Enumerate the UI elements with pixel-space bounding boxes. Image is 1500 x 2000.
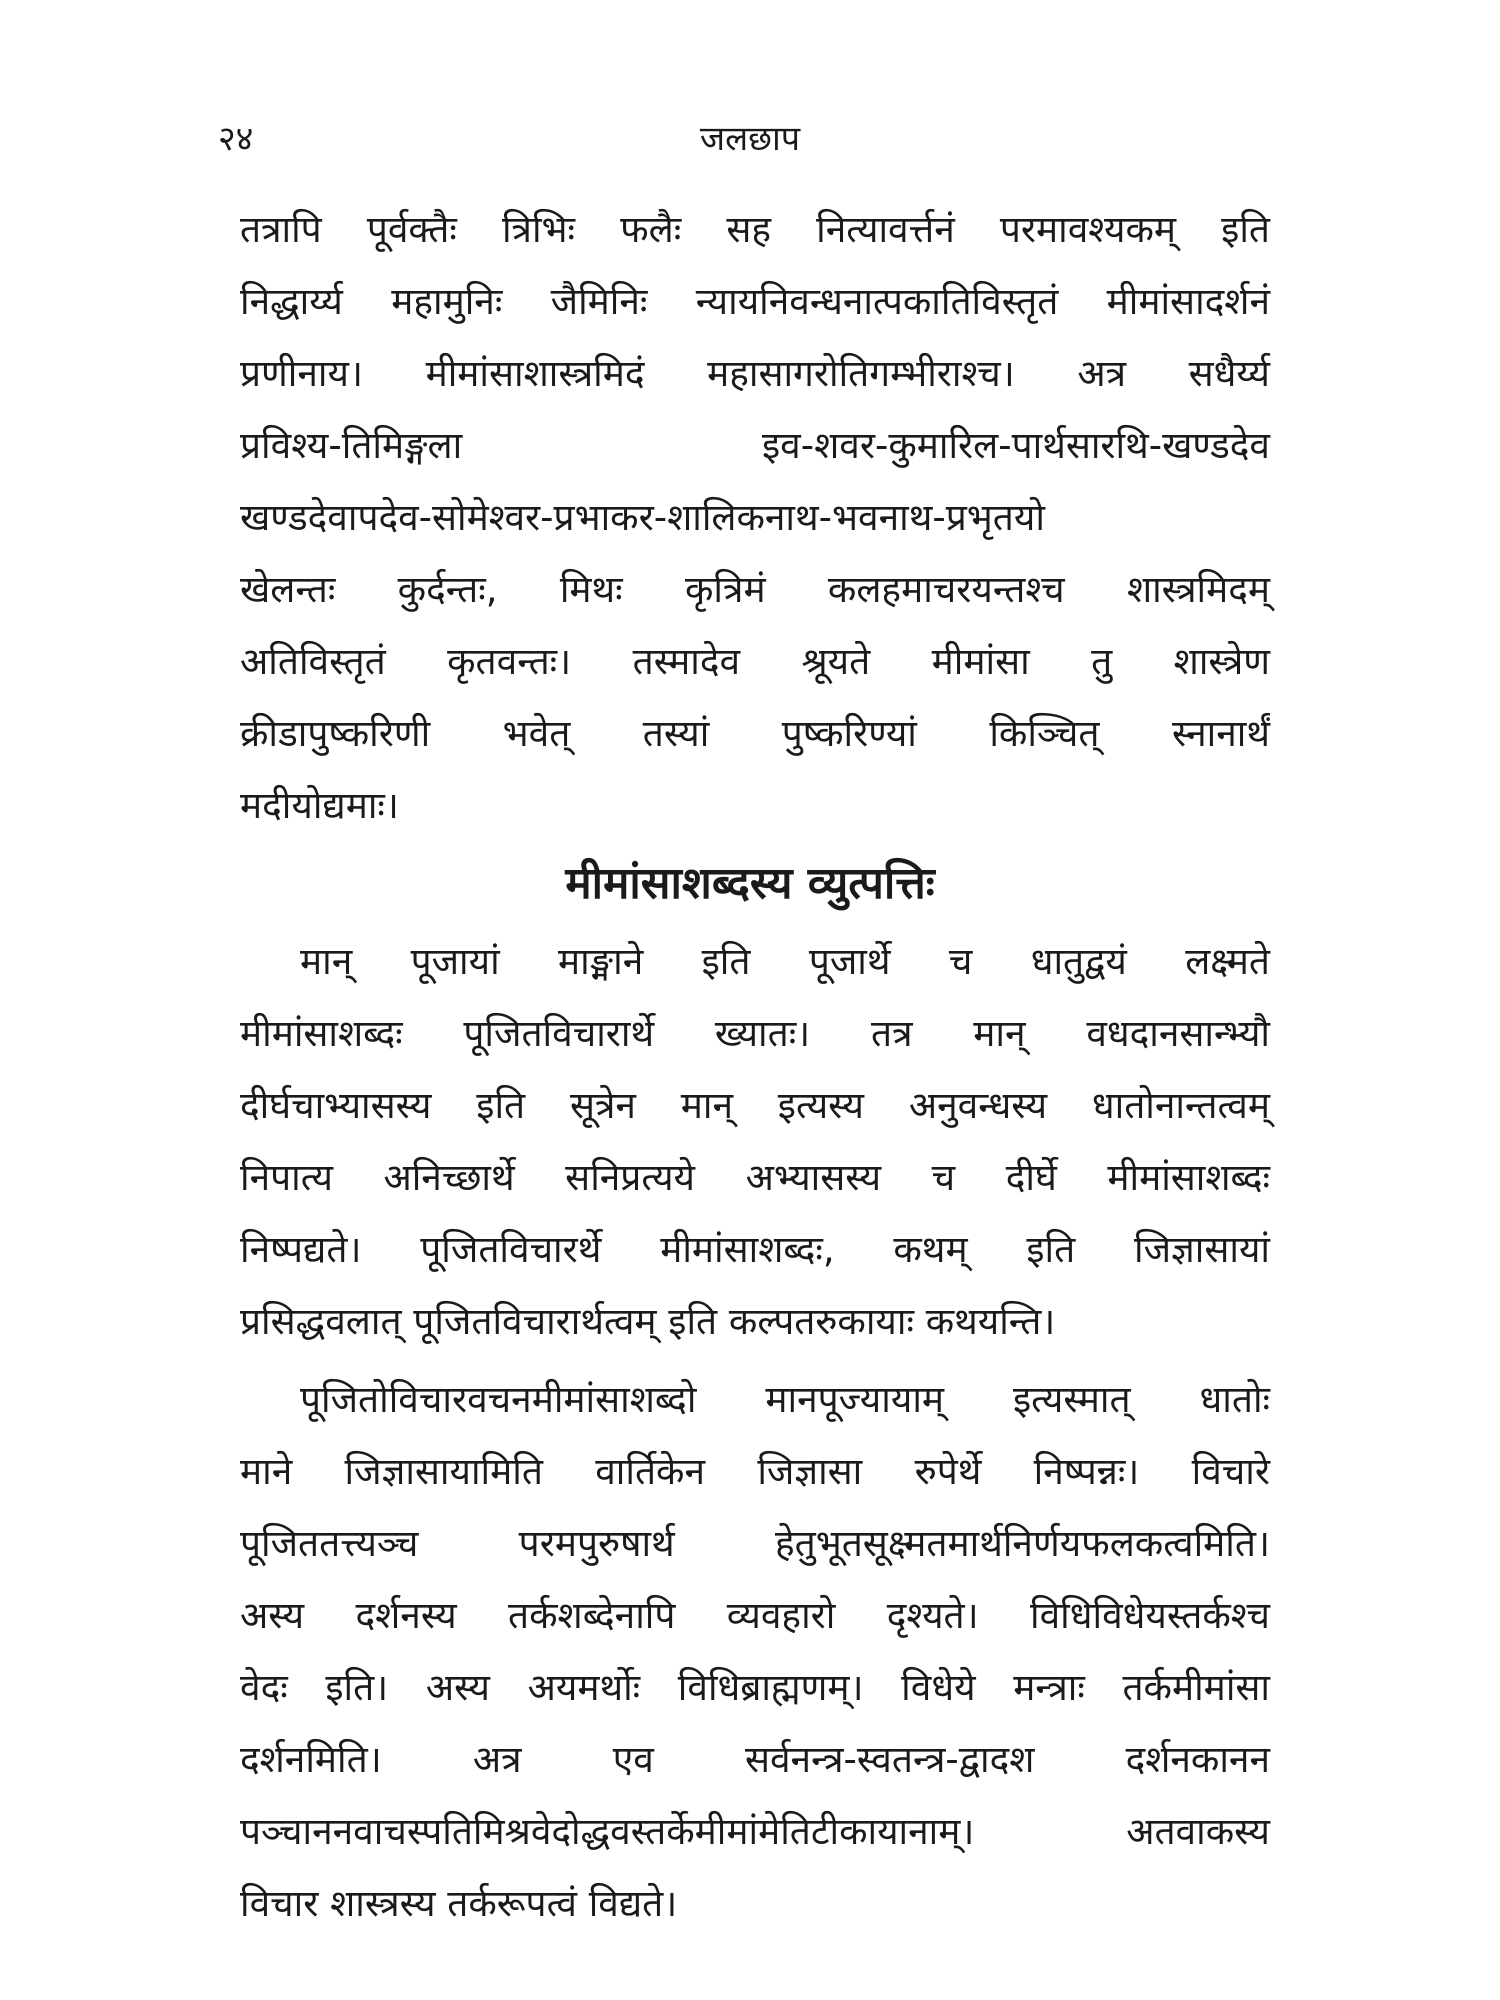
text-line: क्रीडापुष्करिणी भवेत् तस्यां पुष्करिण्यां किञ्चित् स्नानार्थं: [240, 712, 1270, 755]
text-line: माने जिज्ञासायामिति वार्तिकेन जिज्ञासा रुपेर्थे निष्पन्नः। विचारे: [240, 1450, 1270, 1493]
section-heading: मीमांसाशब्दस्य व्युत्पत्तिः: [565, 858, 935, 909]
text-line: मान् पूजायां माङ्माने इति पूजार्थे च धातुद्वयं लक्ष्मते: [300, 940, 1270, 983]
text-line: पूजिततत्त्यञ्च परमपुरुषार्थ हेतुभूतसूक्ष्मतमार्थनिर्णयफलकत्वमिति।: [240, 1522, 1270, 1565]
text-line: निद्धार्य्य महामुनिः जैमिनिः न्यायनिवन्धनात्पकातिविस्तृतं मीमांसादर्शनं: [240, 280, 1270, 323]
text-line: दर्शनमिति। अत्र एव सर्वनन्त्र-स्वतन्त्र-द्वादश दर्शनकानन: [240, 1738, 1270, 1781]
text-line: अस्य दर्शनस्य तर्कशब्देनापि व्यवहारो दृश्यते। विधिविधेयस्तर्कश्च: [240, 1594, 1270, 1637]
text-line: दीर्घचाभ्यासस्य इति सूत्रेन मान् इत्यस्य अनुवन्धस्य धातोनान्तत्वम्: [240, 1084, 1270, 1127]
text-line: पूजितोविचारवचनमीमांसाशब्दो मानपूज्यायाम् इत्यस्मात् धातोः: [300, 1378, 1270, 1421]
text-line: खेलन्तः कुर्दन्तः, मिथः कृत्रिमं कलहमाचरयन्तश्च शास्त्रमिदम्: [240, 568, 1270, 611]
running-header: जलछाप: [699, 119, 801, 159]
text-line: पञ्चाननवाचस्पतिमिश्रवेदोद्धवस्तर्केमीमांमेतिटीकायानाम्। अतवाकस्य: [240, 1810, 1270, 1853]
text-line: वेदः इति। अस्य अयमर्थोः विधिब्राह्मणम्। विधेये मन्त्राः तर्कमीमांसा: [240, 1666, 1270, 1709]
text-line: प्रसिद्धवलात् पूजितविचारार्थत्वम् इति कल्पतरुकायाः कथयन्ति।: [240, 1300, 1056, 1343]
text-line: निष्पद्यते। पूजितविचारर्थे मीमांसाशब्दः, कथम् इति जिज्ञासायां: [240, 1228, 1270, 1271]
text-line: मदीयोद्यमाः।: [240, 784, 399, 827]
text-line: खण्डदेवापदेव-सोमेश्वर-प्रभाकर-शालिकनाथ-भवनाथ-प्रभृतयो: [240, 496, 1045, 539]
text-line: अतिविस्तृतं कृतवन्तः। तस्मादेव श्रूयते मीमांसा तु शास्त्रेण: [240, 640, 1270, 683]
text-line: मीमांसाशब्दः पूजितविचारार्थे ख्यातः। तत्र मान् वधदानसान्भ्यौ: [240, 1012, 1270, 1055]
text-line: प्रणीनाय। मीमांसाशास्त्रमिदं महासागरोतिगम्भीराश्च। अत्र सधैर्य्य: [240, 352, 1270, 395]
text-line: तत्रापि पूर्वक्तैः त्रिभिः फलैः सह नित्यावर्त्तनं परमावश्यकम् इति: [240, 208, 1270, 251]
text-line: निपात्य अनिच्छार्थे सनिप्रत्यये अभ्यासस्य च दीर्घे मीमांसाशब्दः: [240, 1156, 1270, 1199]
text-line: विचार शास्त्रस्य तर्करूपत्वं विद्यते।: [240, 1882, 678, 1925]
text-line: प्रविश्य-तिमिङ्गला इव-शवर-कुमारिल-पार्थसारथि-खण्डदेव: [240, 424, 1270, 467]
page-number: २४: [218, 119, 254, 159]
